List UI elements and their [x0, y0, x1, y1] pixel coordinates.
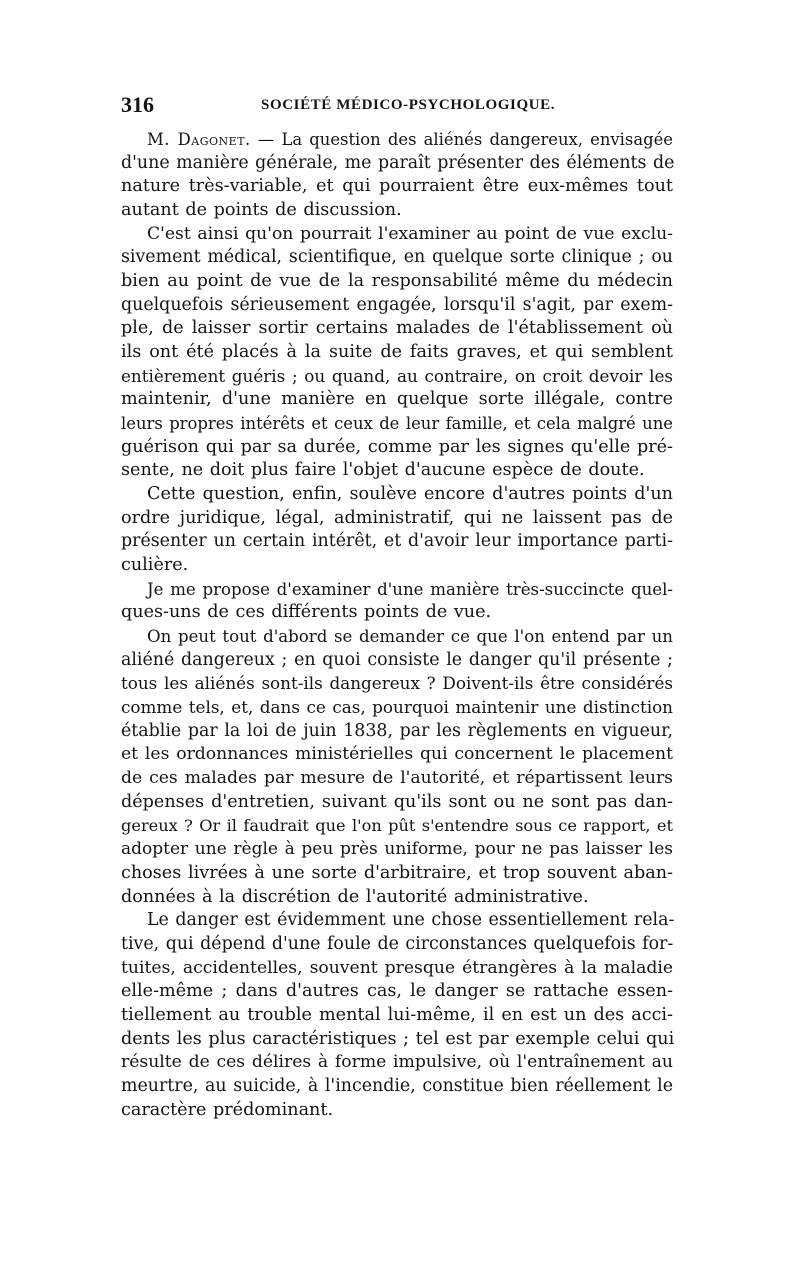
- text-line: ils ont été placés à la suite de faits graves, et qui semblent: [121, 342, 673, 363]
- text-line: résulte de ces délires à forme impulsive, où l'entraînement au: [121, 1052, 673, 1073]
- text-line: ques-uns de ces différents points de vue.: [121, 602, 492, 623]
- text-line: comme tels, et, dans ce cas, pourquoi maintenir une distinction: [121, 697, 673, 718]
- text-line: elle-même ; dans d'autres cas, le danger se rattache essen-: [121, 981, 673, 1002]
- text-line: sente, ne doit plus faire l'objet d'aucune espèce de doute.: [121, 460, 645, 481]
- text-line: quelquefois sérieusement engagée, lorsqu'il s'agit, par exem-: [121, 294, 673, 315]
- text-line: nature très-variable, et qui pourraient être eux-mêmes tout: [121, 176, 673, 197]
- text-line: ple, de laisser sortir certains malades de l'établissement où: [121, 318, 673, 339]
- text-line: de ces malades par mesure de l'autorité, et répartissent leurs: [121, 768, 673, 789]
- text-line: et les ordonnances ministérielles qui concernent le placement: [121, 744, 673, 765]
- text-line: données à la discrétion de l'autorité administrative.: [121, 886, 589, 907]
- text-line: tous les aliénés sont-ils dangereux ? Doivent-ils être considérés: [121, 673, 673, 694]
- text-line: Cette question, enfin, soulève encore d'autres points d'un: [147, 484, 673, 505]
- running-head: SOCIÉTÉ MÉDICO-PSYCHOLOGIQUE.: [261, 97, 556, 113]
- text-line: [121, 128, 673, 152]
- text-line: présenter un certain intérêt, et d'avoir leur importance parti-: [121, 531, 673, 552]
- text-line: établie par la loi de juin 1838, par les règlements en vigueur,: [121, 720, 673, 741]
- text-line: caractère prédominant.: [121, 1099, 334, 1120]
- text-line: meurtre, au suicide, à l'incendie, constitue bien réellement le: [121, 1075, 673, 1096]
- text-line: entièrement guéris ; ou quand, au contraire, on croit devoir les: [121, 365, 673, 386]
- text-line: tuites, accidentelles, souvent presque étrangères à la maladie: [121, 957, 673, 978]
- text-line: ordre juridique, légal, administratif, qui ne laissent pas de: [121, 507, 673, 528]
- text-line: autant de points de discussion.: [121, 200, 402, 221]
- page-number: 316: [121, 92, 154, 117]
- text-line: maintenir, d'une manière en quelque sorte illégale, contre: [121, 389, 673, 410]
- text-line: aliéné dangereux ; en quoi consiste le danger qu'il présente ;: [121, 649, 673, 670]
- text-line: tiellement au trouble mental lui-même, il en est un des acci-: [121, 1004, 673, 1025]
- speaker-name: M. Dagonet.: [147, 130, 251, 149]
- text-line: Je me propose d'examiner d'une manière très-succincte quel-: [147, 579, 673, 599]
- text-line: dépenses d'entretien, suivant qu'ils sont ou ne sont pas dan-: [121, 791, 673, 812]
- text-line: C'est ainsi qu'on pourrait l'examiner au point de vue exclu-: [147, 223, 673, 244]
- text-line: culière.: [121, 555, 189, 576]
- page-header: [121, 92, 681, 122]
- text-line: d'une manière générale, me paraît présenter des éléments de: [121, 152, 675, 173]
- text-line: leurs propres intérêts et ceux de leur famille, et cela malgré une: [121, 414, 673, 434]
- text-line-content: — La question des aliénés dangereux, envisagée: [250, 130, 674, 149]
- text-line: sivement médical, scientifique, en quelque sorte clinique ; ou: [121, 247, 673, 268]
- text-line: adopter une règle à peu près uniforme, pour ne pas laisser les: [121, 839, 673, 860]
- text-line: tive, qui dépend d'une foule de circonstances quelquefois for-: [121, 933, 674, 954]
- text-line: guérison qui par sa durée, comme par les signes qu'elle pré-: [121, 436, 673, 457]
- text-line: Le danger est évidemment une chose essentiellement rela-: [147, 910, 675, 931]
- text-line: choses livrées à une sorte d'arbitraire, et trop souvent aban-: [121, 862, 673, 883]
- text-line: dents les plus caractéristiques ; tel est par exemple celui qui: [121, 1028, 675, 1049]
- text-line: On peut tout d'abord se demander ce que l'on entend par un: [147, 627, 673, 647]
- body-text: [121, 128, 673, 1122]
- text-line: gereux ? Or il faudrait que l'on pût s'entendre sous ce rapport, et: [121, 816, 673, 836]
- text-line: bien au point de vue de la responsabilité même du médecin: [121, 271, 673, 292]
